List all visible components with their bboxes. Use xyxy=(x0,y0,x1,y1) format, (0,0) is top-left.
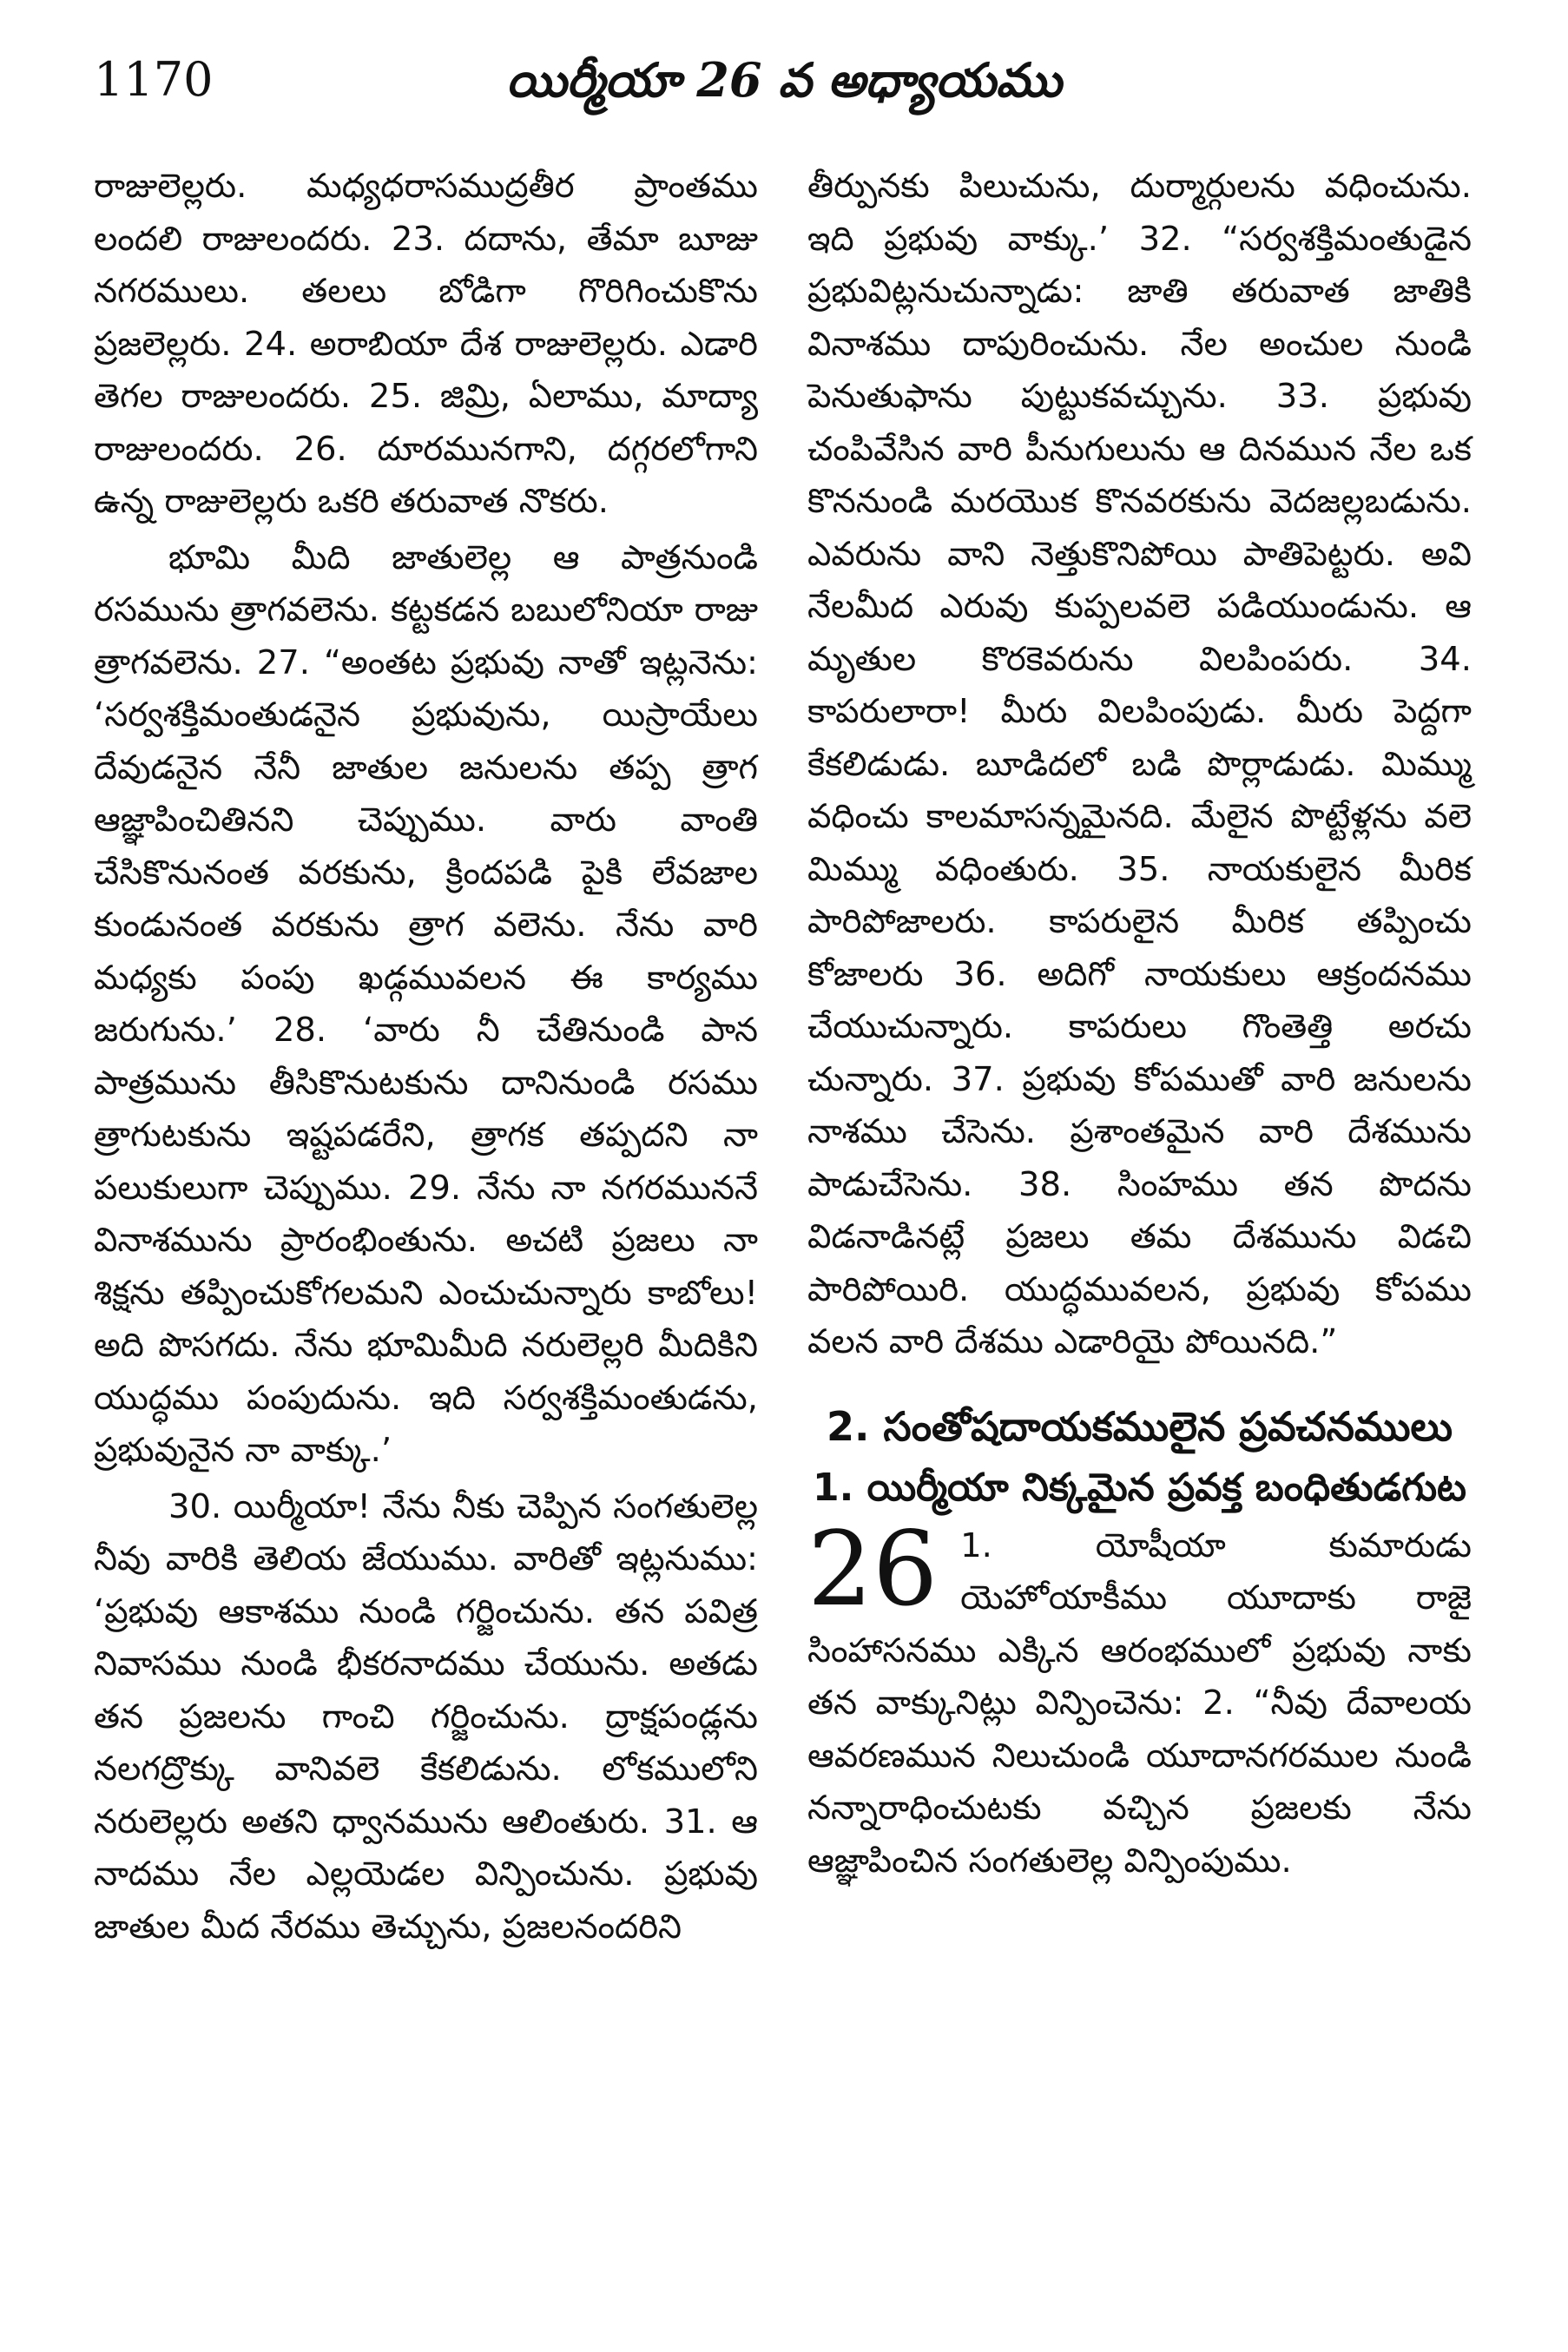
chapter-opening xyxy=(807,1508,1472,1888)
right-column xyxy=(807,161,1472,1888)
page-number: 1170 xyxy=(94,52,214,107)
left-paragraph-3: 30. యిర్మీయా! నేను నీకు చెప్పిన సంగతులెల్ల నీవు వారికి తెలియ జేయుము. వారితో ఇట్లనుము: ‘ప్రభువు ఆకాశము నుండి గర్జించును. తన పవిత్ర నివాసము నుండి భీకరనాదము చేయును. అతడు తన ప్రజలను గాంచి గర్జించును. ద్రాక్షపండ్లను నలగద్రొక్కు వానివలె కేకలిడును. లోకములోని నరులెల్లరు అతని ధ్వానమును ఆలింతురు. 31. ఆ నాదము నేల ఎల్లయెడల విన్పించును. ప్రభువు జాతుల మీద నేరము తెచ్చును, ప్రజలనందరిని xyxy=(94,1486,758,1947)
right-paragraph-1: తీర్పునకు పిలుచును, దుర్మార్గులను వధించును. ఇది ప్రభువు వాక్కు.’ 32. “సర్వశక్తిమంతుడైన ప్రభువిట్లనుచున్నాడు: జాతి తరువాత జాతికి వినాశము దాపురించును. నేల అంచుల నుండి పెనుతుఫాను పుట్టుకవచ్చును. 33. ప్రభువు చంపివేసిన వారి పీనుగులును ఆ దినమున నేల ఒక కొననుండి మరయొక కొనవరకును వెదజల్లబడును. ఎవరును వాని నెత్తుకొనిపోయి పాతిపెట్టరు. అవి నేలమీద ఎరువు కుప్పలవలె పడియుండును. ఆ మృతుల కొరకెవరును విలపింపరు. 34. కాపరులారా! మీరు విలపింపుడు. మీరు పెద్దగా కేకలిడుడు. బూడిదలో బడి పొర్లాడుడు. మిమ్ము వధించు కాలమాసన్నమైనది. మేలైన పొట్టేళ్లను వలె మిమ్ము వధింతురు. 35. నాయకులైన మీరిక పారిపోజాలరు. కాపరులైన మీరిక తప్పించు కోజాలరు 36. అదిగో నాయకులు ఆక్రందనము చేయుచున్నారు. కాపరులు గొంతెత్తి అరచు చున్నారు. 37. ప్రభువు కోపముతో వారి జనులను నాశము చేసెను. ప్రశాంతమైన వారి దేశమును పాడుచేసెను. 38. సింహము తన పొదను విడనాడినట్లే ప్రజలు తమ దేశమును విడచి పారిపోయిరి. యుద్ధమువలన, ప్రభువు కోపము వలన వారి దేశము ఎడారియై పోయినది.” xyxy=(807,167,1472,1361)
sub-heading: 1. యిర్మీయా నిక్కమైన ప్రవక్త బంధితుడగుట xyxy=(812,1465,1467,1510)
section-heading: 2. సంతోషదాయకములైన ప్రవచనములు xyxy=(826,1402,1453,1450)
left-column xyxy=(94,161,758,1957)
page-header xyxy=(94,45,1474,115)
chapter-text: 1. యోషీయా కుమారుడు యెహోయాకీము యూదాకు రాజై సింహాసనము ఎక్కిన ఆరంభములో ప్రభువు నాకు తన వాక్కునిట్లు విన్పించెను: 2. “నీవు దేవాలయ ఆవరణమున నిలుచుండి యూదానగరముల నుండి నన్నారాధించుటకు వచ్చిన ప్రజలకు నేను ఆజ్ఞాపించిన సంగతులెల్ల విన్పింపుము. xyxy=(807,1525,1472,1881)
left-paragraph-2: భూమి మీది జాతులెల్ల ఆ పాత్రనుండి రసమును త్రాగవలెను. కట్టకడన బబులోనియా రాజు త్రాగవలెను. 27. “అంతట ప్రభువు నాతో ఇట్లనెను: ‘సర్వశక్తిమంతుడనైన ప్రభువును, యిస్రాయేలు దేవుడనైన నేనీ జాతుల జనులను తప్ప త్రాగ ఆజ్ఞాపించితినని చెప్పుము. వారు వాంతి చేసికొనునంత వరకును, క్రిందపడి పైకి లేవజాల కుండునంత వరకును త్రాగ వలెను. నేను వారి మధ్యకు పంపు ఖడ్గమువలన ఈ కార్యము జరుగును.’ 28. ‘వారు నీ చేతినుండి పాన పాత్రమును తీసికొనుటకును దానినుండి రసము త్రాగుటకును ఇష్టపడరేని, త్రాగక తప్పదని నా పలుకులుగా చెప్పుము. 29. నేను నా నగరముననే వినాశమును ప్రారంభింతును. అచటి ప్రజలు నా శిక్షను తప్పించుకోగలమని ఎంచుచున్నారు కాబోలు! అది పొసగదు. నేను భూమిమీది నరులెల్లరి మీదికిని యుద్ధము పంపుదును. ఇది సర్వశక్తిమంతుడను, ప్రభువునైన నా వాక్కు.’ xyxy=(94,537,758,1470)
left-paragraph-1: రాజులెల్లరు. మధ్యధరాసముద్రతీర ప్రాంతము లందలి రాజులందరు. 23. దదాను, తేమా బూజు నగరములు. తలలు బోడిగా గొరిగించుకొను ప్రజలెల్లరు. 24. అరాబియా దేశ రాజులెల్లరు. ఎడారి తెగల రాజులందరు. 25. జిమ్రి, ఏలాము, మాద్యా రాజులందరు. 26. దూరమునగాని, దగ్గరలోగాని ఉన్న రాజులెల్లరు ఒకరి తరువాత నొకరు. xyxy=(94,167,758,521)
chapter-number: 26 xyxy=(807,1508,939,1629)
running-title: యిర్మీయా 26 వ అధ్యాయము xyxy=(506,52,1062,108)
